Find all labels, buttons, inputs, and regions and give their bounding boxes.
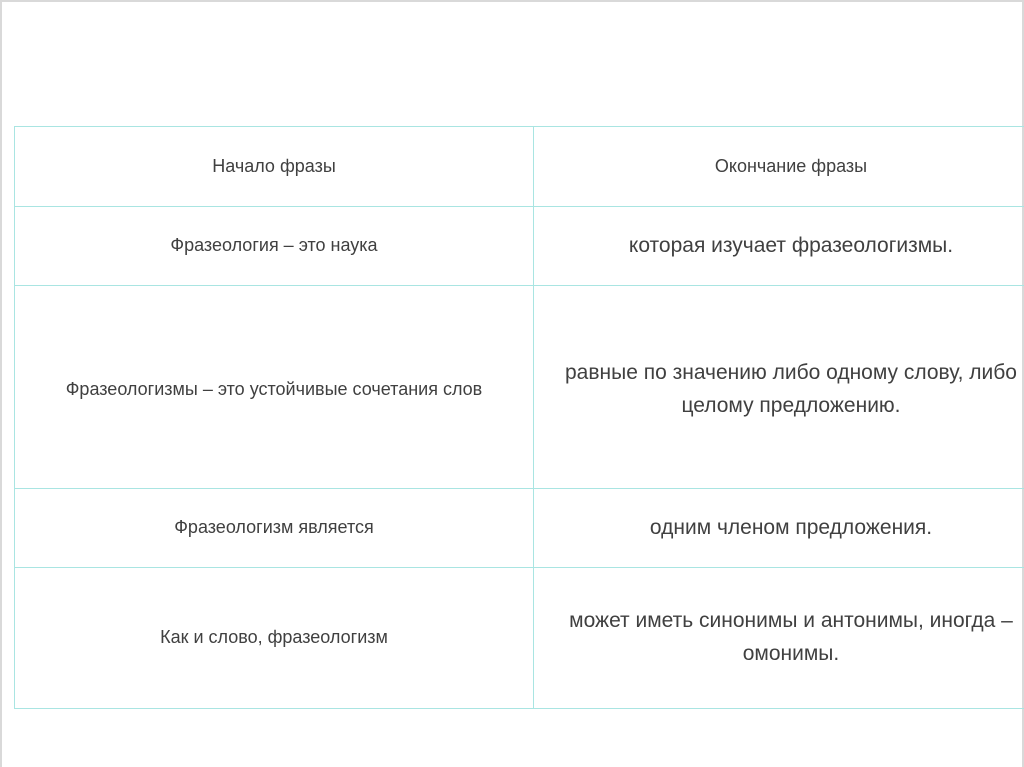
phrase-end-cell <box>534 568 1024 709</box>
phrase-end-cell <box>534 207 1024 286</box>
phrase-start-text: Фразеологизмы – это устойчивые сочетания слов <box>65 379 483 400</box>
slide-frame-left <box>0 0 2 767</box>
phrase-start-text: Фразеологизм является <box>174 517 374 538</box>
header-phrase-end <box>534 127 1024 207</box>
table-row <box>15 489 1024 568</box>
phrase-end-text: одним членом предложения. <box>649 515 933 539</box>
phrase-start-cell <box>15 286 534 489</box>
header-phrase-start-label: Начало фразы <box>212 155 336 176</box>
phrase-start-text: Фразеология – это наука <box>170 235 378 256</box>
phrase-end-text: равные по значению либо одному слову, либо целому предложению. <box>565 361 1017 417</box>
phrase-end-text: может иметь синонимы и антонимы, иногда – омонимы. <box>569 609 1013 665</box>
header-phrase-end-label: Окончание фразы <box>714 155 868 176</box>
phrase-start-cell <box>15 207 534 286</box>
phrase-end-cell <box>534 489 1024 568</box>
table-row <box>15 207 1024 286</box>
table-header-row <box>15 127 1024 207</box>
phrase-start-text: Как и слово, фразеологизм <box>160 627 388 648</box>
table-row <box>15 286 1024 489</box>
header-phrase-start <box>15 127 534 207</box>
slide-frame-top <box>0 0 1024 2</box>
phrase-end-text: которая изучает фразеологизмы. <box>628 233 954 257</box>
phrase-end-cell <box>534 286 1024 489</box>
phrase-start-cell <box>15 568 534 709</box>
phrase-matching-table <box>14 126 1024 709</box>
phrase-start-cell <box>15 489 534 568</box>
table-row <box>15 568 1024 709</box>
